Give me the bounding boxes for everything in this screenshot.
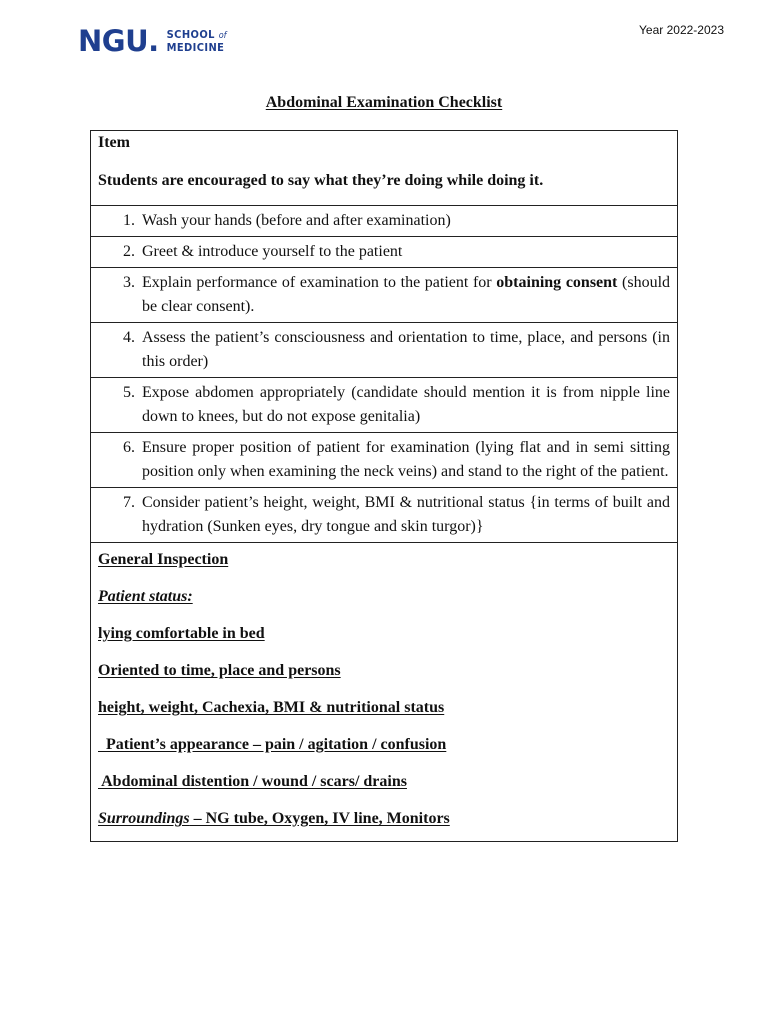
step-text-part: Explain performance of examination to the patient for (142, 274, 497, 291)
inspection-line-oriented: Oriented to time, place and persons (98, 662, 341, 679)
general-inspection-heading: General Inspection (98, 551, 229, 568)
step-text: Assess the patient’s consciousness and orientation to time, place, and persons (in this order) (142, 329, 670, 370)
logo-school-word: SCHOOL (166, 27, 215, 41)
step-text: Greet & introduce yourself to the patient (142, 243, 403, 260)
step-number: 6. (123, 439, 135, 456)
step-text-part: (should be clear consent). (142, 274, 671, 315)
step-number: 2. (123, 243, 135, 260)
step-number: 1. (123, 212, 135, 229)
general-inspection-row (91, 543, 678, 842)
step-text: Expose abdomen appropriately (candidate should mention it is from nipple line down to knees, but do not expose genitalia) (142, 384, 670, 425)
general-inspection-cell (91, 543, 678, 842)
surroundings-text: – NG tube, Oxygen, IV line, Monitors (189, 810, 450, 827)
table-row (91, 488, 678, 543)
step-number: 7. (123, 494, 135, 511)
logo-medicine-word: MEDICINE (166, 40, 225, 54)
inspection-line-measurements: height, weight, Cachexia, BMI & nutritional status (98, 699, 445, 716)
step-text (142, 271, 670, 319)
item-column-header: Item (98, 134, 130, 151)
step-cell (91, 433, 678, 488)
step-cell (91, 323, 678, 378)
inspection-line-appearance: Patient’s appearance – pain / agitation / confusion (98, 736, 447, 753)
step-number: 5. (123, 384, 135, 401)
surroundings-label: Surroundings (98, 810, 190, 827)
ngu-school-of-medicine-logo (78, 24, 227, 58)
step-cell (91, 378, 678, 433)
step-cell (91, 237, 678, 268)
table-row (91, 268, 678, 323)
step-number: 3. (123, 274, 135, 291)
step-number: 4. (123, 329, 135, 346)
academic-year: Year 2022-2023 (639, 23, 724, 37)
table-row (91, 206, 678, 237)
step-cell (91, 268, 678, 323)
patient-status-label: Patient status: (98, 588, 193, 605)
examination-checklist-table (90, 130, 678, 842)
logo-school-text (167, 29, 227, 54)
step-text: Consider patient’s height, weight, BMI & nutritional status {in terms of built and hydration (Sunken eyes, dry tongue and skin turgor)} (142, 494, 670, 535)
step-text: Wash your hands (before and after examination) (142, 212, 451, 229)
table-row (91, 433, 678, 488)
student-instruction-note: Students are encouraged to say what they’re doing while doing it. (98, 172, 544, 189)
logo-ngu-text: NGU. (78, 23, 159, 58)
table-row (91, 378, 678, 433)
step-cell (91, 206, 678, 237)
table-header-cell (91, 131, 678, 206)
inspection-line-abdomen: Abdominal distention / wound / scars/ drains (98, 773, 407, 790)
inspection-line-lying: lying comfortable in bed (98, 625, 265, 642)
table-row (91, 323, 678, 378)
logo-of-word: of (218, 30, 227, 41)
table-header-row (91, 131, 678, 206)
document-title (0, 94, 768, 112)
step-cell (91, 488, 678, 543)
table-row (91, 237, 678, 268)
document-title-text: Abdominal Examination Checklist (265, 94, 503, 111)
obtaining-consent-emphasis: obtaining consent (496, 274, 618, 291)
step-text: Ensure proper position of patient for examination (lying flat and in semi sitting position only when examining the neck veins) and stand to the right of the patient. (142, 439, 670, 480)
